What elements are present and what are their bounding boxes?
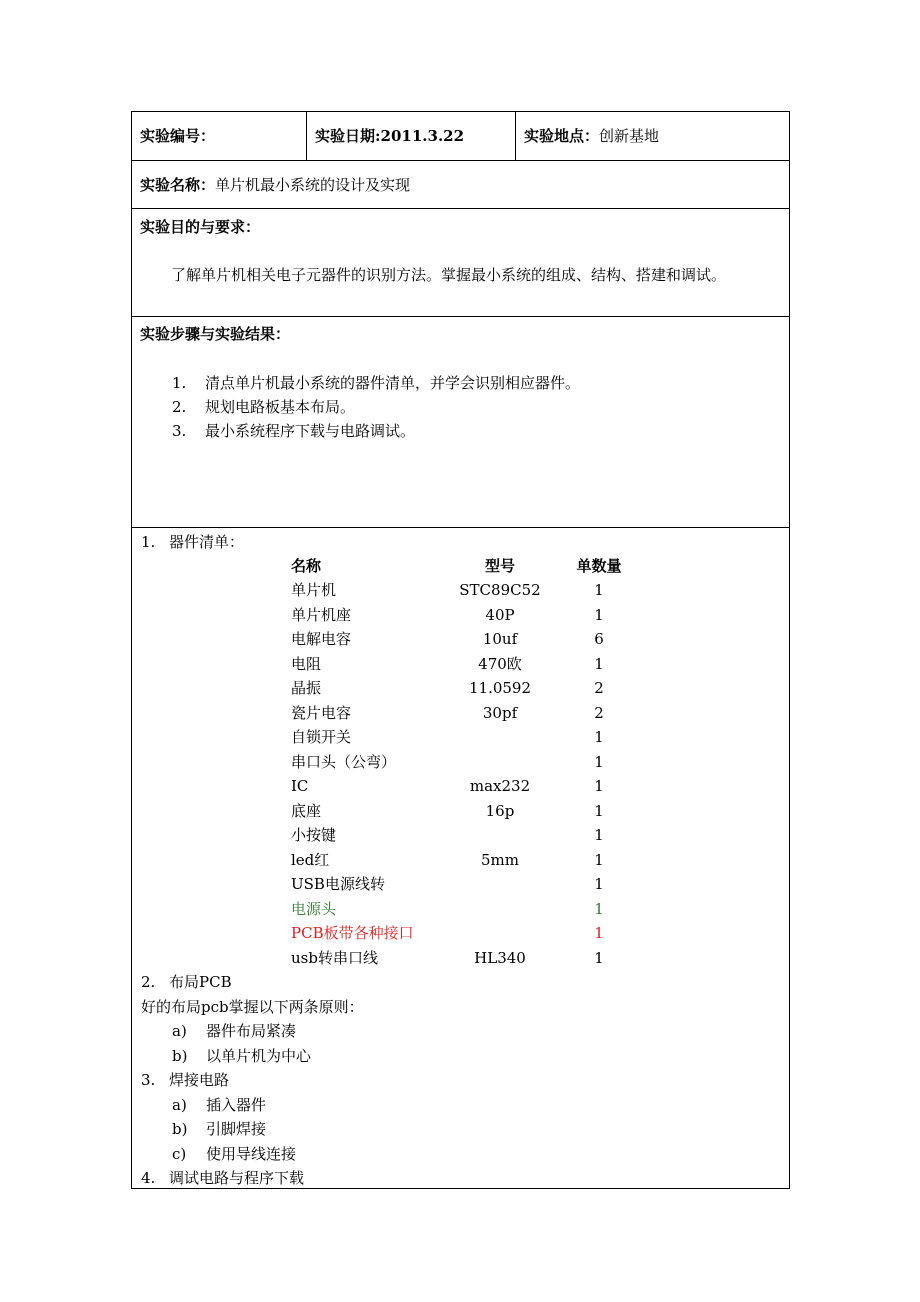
part-qty: 1 <box>594 655 604 673</box>
part-qty: 1 <box>594 949 604 967</box>
part-model: HL340 <box>474 949 526 967</box>
part-name: 晶振 <box>291 679 322 697</box>
item-letter: a) <box>172 1096 187 1114</box>
part-qty: 1 <box>594 802 604 820</box>
section-title: 焊接电路 <box>169 1071 230 1089</box>
exp-date-cell <box>307 112 516 160</box>
part-model: 470欧 <box>478 655 522 673</box>
part-name: led红 <box>291 851 330 869</box>
part-model: 16p <box>485 802 515 820</box>
exp-location-cell <box>516 112 789 160</box>
part-name: 瓷片电容 <box>291 704 352 722</box>
parts-header-qty: 单数量 <box>576 557 622 575</box>
part-model: 11.0592 <box>468 679 532 697</box>
step-text: 最小系统程序下载与电路调试。 <box>205 422 416 440</box>
part-name: 自锁开关 <box>291 728 352 746</box>
item-text: 插入器件 <box>206 1096 267 1114</box>
part-qty: 1 <box>594 728 604 746</box>
part-qty: 1 <box>594 753 604 771</box>
part-qty: 1 <box>594 777 604 795</box>
part-qty: 1 <box>594 826 604 844</box>
part-qty: 1 <box>594 875 604 893</box>
section-number: 1. <box>141 533 156 551</box>
part-name: IC <box>291 777 309 795</box>
exp-location-value: 创新基地 <box>599 127 660 145</box>
part-qty: 6 <box>594 630 604 648</box>
part-name: 底座 <box>291 802 322 820</box>
item-text: 引脚焊接 <box>206 1120 267 1138</box>
item-letter: b) <box>172 1120 188 1138</box>
item-letter: c) <box>172 1145 187 1163</box>
step-text: 规划电路板基本布局。 <box>205 398 356 416</box>
part-name: usb转串口线 <box>291 949 378 967</box>
part-name: 电阻 <box>291 655 322 673</box>
name-row <box>132 161 789 209</box>
exp-location-label: 实验地点： <box>524 127 600 145</box>
part-model: STC89C52 <box>459 581 541 599</box>
step-number: 1. <box>172 374 187 392</box>
exp-number-cell <box>132 112 307 160</box>
purpose-text: 了解单片机相关电子元器件的识别方法。掌握最小系统的组成、结构、搭建和调试。 <box>171 266 727 284</box>
part-name: 单片机 <box>291 581 337 599</box>
part-name: 电解电容 <box>291 630 352 648</box>
item-letter: a) <box>172 1022 187 1040</box>
part-name: 电源头 <box>291 900 337 918</box>
section-title: 调试电路与程序下载 <box>169 1169 305 1187</box>
step-text: 清点单片机最小系统的器件清单，并学会识别相应器件。 <box>205 374 581 392</box>
steps-row <box>132 317 789 528</box>
results-row <box>132 528 789 1188</box>
part-name: USB电源线转 <box>291 875 385 893</box>
header-row <box>132 112 789 161</box>
item-text: 器件布局紧凑 <box>206 1022 297 1040</box>
item-letter: b) <box>172 1047 188 1065</box>
part-model: 30pf <box>482 704 518 722</box>
section-number: 3. <box>141 1071 156 1089</box>
section-number: 4. <box>141 1169 156 1187</box>
section-number: 2. <box>141 973 156 991</box>
part-qty: 1 <box>594 924 604 942</box>
part-model: 40P <box>485 606 515 624</box>
part-model: max232 <box>469 777 531 795</box>
section-title: 布局PCB <box>169 973 232 991</box>
experiment-report-table <box>131 111 790 1189</box>
steps-label: 实验步骤与实验结果： <box>140 325 291 343</box>
item-text: 以单片机为中心 <box>206 1047 312 1065</box>
exp-date-label: 实验日期:2011.3.22 <box>315 127 465 145</box>
part-name: 串口头（公弯） <box>291 753 397 771</box>
part-qty: 2 <box>594 679 604 697</box>
purpose-label: 实验目的与要求： <box>140 218 261 236</box>
part-model: 10uf <box>482 630 518 648</box>
part-name: 小按键 <box>291 826 337 844</box>
item-text: 使用导线连接 <box>206 1145 297 1163</box>
purpose-row <box>132 209 789 317</box>
part-qty: 1 <box>594 900 604 918</box>
parts-header-model: 型号 <box>484 557 515 575</box>
part-name: PCB板带各种接口 <box>291 924 414 942</box>
exp-name-value: 单片机最小系统的设计及实现 <box>215 176 411 194</box>
step-number: 3. <box>172 422 187 440</box>
parts-header-name: 名称 <box>291 557 322 575</box>
exp-name-label: 实验名称： <box>140 176 216 194</box>
part-name: 单片机座 <box>291 606 352 624</box>
part-model: 5mm <box>481 851 519 869</box>
section-title: 器件清单： <box>169 533 245 551</box>
part-qty: 1 <box>594 606 604 624</box>
section-intro: 好的布局pcb掌握以下两条原则： <box>141 998 364 1016</box>
part-qty: 1 <box>594 581 604 599</box>
part-qty: 1 <box>594 851 604 869</box>
exp-number-label: 实验编号： <box>140 127 216 145</box>
part-qty: 2 <box>594 704 604 722</box>
step-number: 2. <box>172 398 187 416</box>
